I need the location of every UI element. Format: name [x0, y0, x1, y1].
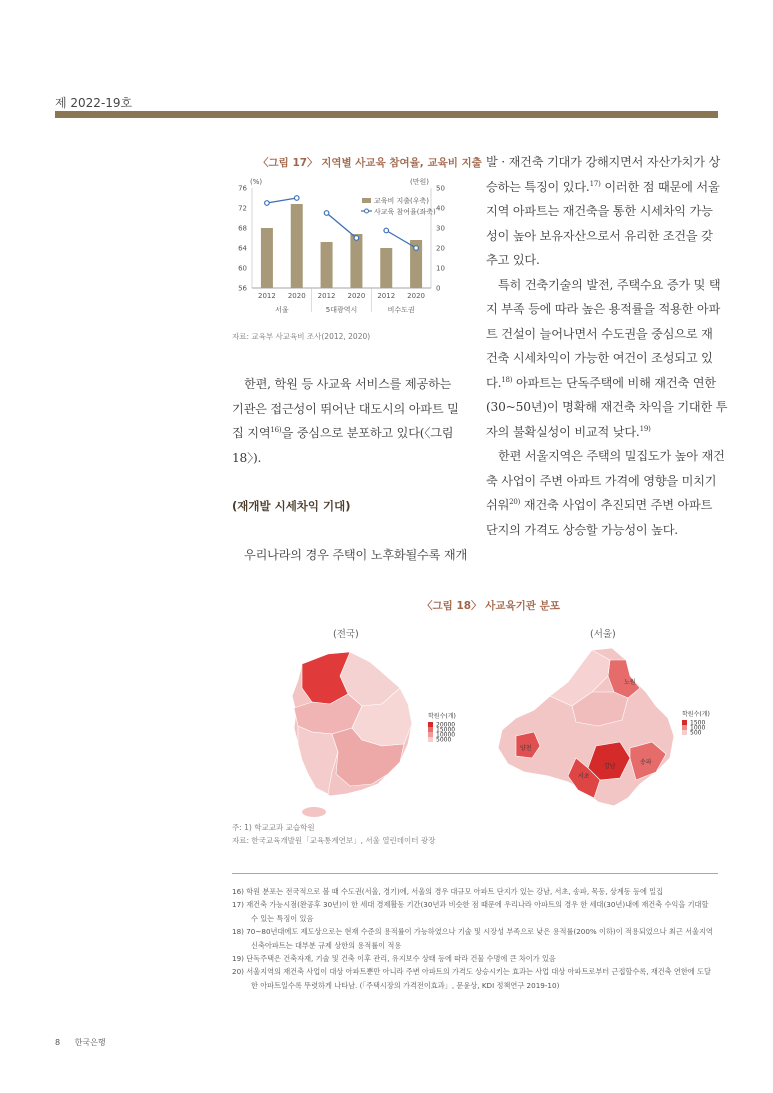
right-column-text	[486, 150, 727, 542]
figure-18-source: 자료: 한국교육개발원「교육통계연보」, 서울 열린데이터 광장	[232, 836, 436, 845]
right-line-13: 한편 서울지역은 주택의 밀집도가 높아 재건	[498, 449, 725, 463]
point-participation	[294, 196, 299, 201]
issue-number: 제 2022-19호	[55, 96, 133, 110]
right-line-7: 지 부족 등에 따라 높은 용적률을 적용한 아파	[486, 302, 721, 316]
point-participation	[384, 228, 389, 233]
nation-legend-swatch	[428, 722, 433, 727]
x-tick-label: 2012	[317, 292, 336, 300]
y-right-unit: (만원)	[410, 178, 429, 186]
seoul-legend-value: 1500	[690, 719, 706, 727]
nation-legend-value: 10000	[436, 731, 456, 739]
section-subheading: (재개발 시세차익 기대)	[232, 499, 351, 513]
right-line-10b: 아파트는 단독주택에 비해 재건축 연한	[515, 375, 716, 390]
point-participation	[414, 246, 419, 251]
nation-legend-value: 15000	[436, 726, 456, 734]
seoul-legend-value: 500	[690, 729, 702, 737]
point-participation	[324, 211, 329, 216]
seoul-district-label: 양천	[520, 745, 532, 752]
left-p1-line3	[232, 421, 459, 446]
line-participation-segment	[386, 231, 416, 249]
footnote-18-cont: 신축아파트는 대부분 규제 상한의 용적률이 적용	[251, 940, 402, 950]
x-tick-label: 2020	[347, 292, 366, 300]
figure-17-chart	[228, 176, 463, 324]
left-p1-line3-b: 을 중심으로 분포하고 있다(〈그림	[281, 426, 454, 440]
map-label-nation: (전국)	[333, 629, 359, 640]
footnote-ref-18: 18)	[501, 375, 513, 384]
footnote-20: 20) 서울지역의 재건축 사업이 대상 아파트뿐만 아니라 주변 아파트의 가격도 상승시키는 효과는 사업 대상 아파트로부터 근접할수록, 재건축 연한에 도달	[232, 967, 711, 977]
y-left-tick: 56	[238, 284, 247, 293]
footnote-19: 19) 단독주택은 건축자재, 기술 및 건축 이후 관리, 유지보수 상태 등에 따라 건물 수명에 큰 차이가 있음	[232, 954, 556, 964]
right-line-15	[486, 493, 727, 518]
right-line-2b: 이러한 점 때문에 서울	[604, 179, 720, 194]
seoul-legend-swatch	[682, 730, 687, 735]
right-line-1: 발 · 재건축 기대가 강해지면서 자산가치가 상	[486, 155, 721, 169]
y-right-tick: 50	[436, 184, 445, 193]
nation-legend-swatch	[428, 727, 433, 732]
footnote-17: 17) 재건축 가능시점(완공후 30년)이 한 세대 경제활동 기간(30년과 비슷한 점 때문에 우리나라 아파트의 경우 한 세대(30년)내에 재건축 수익을 기대할	[232, 900, 709, 910]
left-column-text-2	[232, 543, 467, 568]
bar-education-spending	[380, 248, 392, 288]
right-line-8: 트 건설이 늘어나면서 수도권을 중심으로 재	[486, 326, 713, 341]
footer-org: 한국은행	[74, 1038, 106, 1047]
korea-map	[232, 640, 472, 820]
page-footer	[55, 1037, 118, 1048]
right-line-12a: 자의 불확실성이 비교적 낮다.	[486, 424, 640, 439]
right-line-10	[486, 371, 727, 396]
left-p1-line4: 18〉).	[232, 450, 262, 465]
footnote-ref-19: 19)	[639, 424, 651, 433]
bar-education-spending	[261, 228, 273, 288]
left-p2-line1: 우리나라의 경우 주택이 노후화될수록 재개	[244, 548, 468, 562]
footnote-ref-20: 20)	[509, 497, 521, 506]
left-column-text	[232, 372, 459, 470]
nation-legend-swatch	[428, 737, 433, 742]
y-right-tick: 10	[436, 264, 445, 273]
figure-18-note: 주: 1) 학교교과 교습학원	[232, 823, 315, 832]
footnote-16: 16) 학원 분포는 전국적으로 볼 때 수도권(서울, 경기)에, 서울의 경우 대규모 아파트 단지가 있는 강남, 서초, 송파, 목동, 상계동 등에 밀집	[232, 887, 664, 896]
right-line-2	[486, 175, 727, 200]
nation-legend-value: 5000	[436, 736, 452, 744]
bar-education-spending	[321, 242, 333, 288]
footnote-18: 18) 70~80년대에도 제도상으로는 현재 수준의 용적률이 가능하였으나 기술 및 시장성 부족으로 낮은 용적률(200% 이하)이 적용되었으나 최근 서울지역	[232, 927, 713, 937]
point-participation	[265, 201, 270, 206]
seoul-map	[480, 640, 720, 820]
footnotes	[232, 885, 722, 992]
seoul-district-label: 서초	[578, 773, 590, 780]
footnote-17-cont: 수 있는 특징이 있음	[251, 913, 314, 923]
bar-education-spending	[350, 234, 362, 288]
y-right-tick: 20	[436, 244, 445, 253]
right-line-14: 축 사업이 주변 아파트 가격에 영향을 미치기	[486, 473, 717, 488]
right-line-5: 추고 있다.	[486, 253, 540, 267]
map-label-seoul: (서울)	[590, 629, 616, 640]
legend-bar-label: 교육비 지출(우축)	[374, 197, 430, 205]
y-left-tick: 68	[238, 224, 247, 233]
x-tick-label: 2020	[287, 292, 306, 300]
footnote-20-cont: 한 아파트일수록 뚜렷하게 나타남. (「주택시장의 가격전이효과」, 문윤상, KDI 정책연구 2019-10)	[251, 980, 560, 990]
right-line-6: 특히 건축기술의 발전, 주택수요 증가 및 택	[498, 277, 721, 292]
right-line-11: (30~50년)이 명확해 재건축 차익을 기대한 투	[486, 400, 728, 414]
bar-education-spending	[291, 204, 303, 288]
nation-legend-title: 학원수(개)	[428, 713, 456, 720]
line-participation-segment	[267, 198, 297, 203]
figure-17-title: 〈그림 17〉 지역별 사교육 참여율, 교육비 지출	[258, 157, 482, 169]
seoul-legend-swatch	[682, 720, 687, 725]
right-line-9: 건축 시세차익이 가능한 여건이 조성되고 있	[486, 351, 713, 365]
y-left-unit: (%)	[250, 178, 263, 186]
nation-legend-swatch	[428, 732, 433, 737]
right-line-15b: 재건축 사업이 추진되면 주변 아파트	[523, 498, 713, 512]
nation-legend-value: 20000	[436, 721, 456, 729]
korea-jeju	[302, 807, 326, 817]
footnote-ref-16: 16)	[270, 425, 282, 434]
footnote-ref-17: 17)	[589, 179, 601, 188]
y-left-tick: 60	[238, 264, 247, 273]
right-line-4: 성이 높아 보유자산으로서 유리한 조건을 갖	[486, 228, 713, 243]
footnotes-rule	[232, 873, 718, 874]
page-number: 8	[55, 1038, 61, 1047]
seoul-district-label: 송파	[640, 759, 652, 766]
y-left-tick: 72	[238, 204, 247, 213]
header-rule	[55, 111, 718, 118]
left-p1-line1: 한편, 학원 등 사교육 서비스를 제공하는	[244, 377, 452, 391]
legend-line-marker	[365, 209, 369, 213]
point-participation	[354, 236, 359, 241]
x-tick-label: 2012	[377, 292, 396, 300]
y-right-tick: 30	[436, 224, 445, 233]
right-line-3: 지역 아파트는 재건축을 통한 시세차익 가능	[486, 204, 713, 218]
seoul-legend-title: 학원수(개)	[682, 711, 710, 718]
seoul-district-label: 노원	[624, 679, 636, 686]
figure-17-source: 자료: 교육부 사교육비 조사(2012, 2020)	[232, 332, 371, 341]
x-group-label: 비수도권	[387, 306, 415, 314]
y-left-tick: 76	[238, 184, 247, 193]
right-line-10a: 다.	[486, 375, 502, 390]
right-line-2a: 승하는 특징이 있다.	[486, 179, 590, 194]
right-line-16: 단지의 가격도 상승할 가능성이 높다.	[486, 522, 678, 537]
seoul-legend-value: 1000	[690, 724, 706, 732]
seoul-legend-swatch	[682, 725, 687, 730]
figure-18-title: 〈그림 18〉 사교육기관 분포	[422, 600, 560, 612]
left-p1-line3-a: 집 지역	[232, 426, 271, 440]
legend-line-label: 사교육 참여율(좌축)	[374, 208, 436, 216]
x-group-label: 서울	[275, 306, 289, 314]
y-right-tick: 40	[436, 204, 445, 213]
x-tick-label: 2012	[258, 292, 276, 300]
x-tick-label: 2020	[407, 292, 425, 300]
legend-bar-swatch	[362, 198, 371, 203]
right-line-12	[486, 420, 727, 445]
y-left-tick: 64	[238, 244, 247, 253]
right-line-15a: 쉬워	[486, 498, 510, 512]
seoul-district-label: 강남	[604, 763, 616, 770]
left-p1-line2: 기관은 접근성이 뛰어난 대도시의 아파트 밀	[232, 401, 459, 416]
line-participation-segment	[327, 213, 357, 238]
y-right-tick: 0	[436, 284, 441, 293]
x-group-label: 5대광역시	[325, 306, 358, 314]
